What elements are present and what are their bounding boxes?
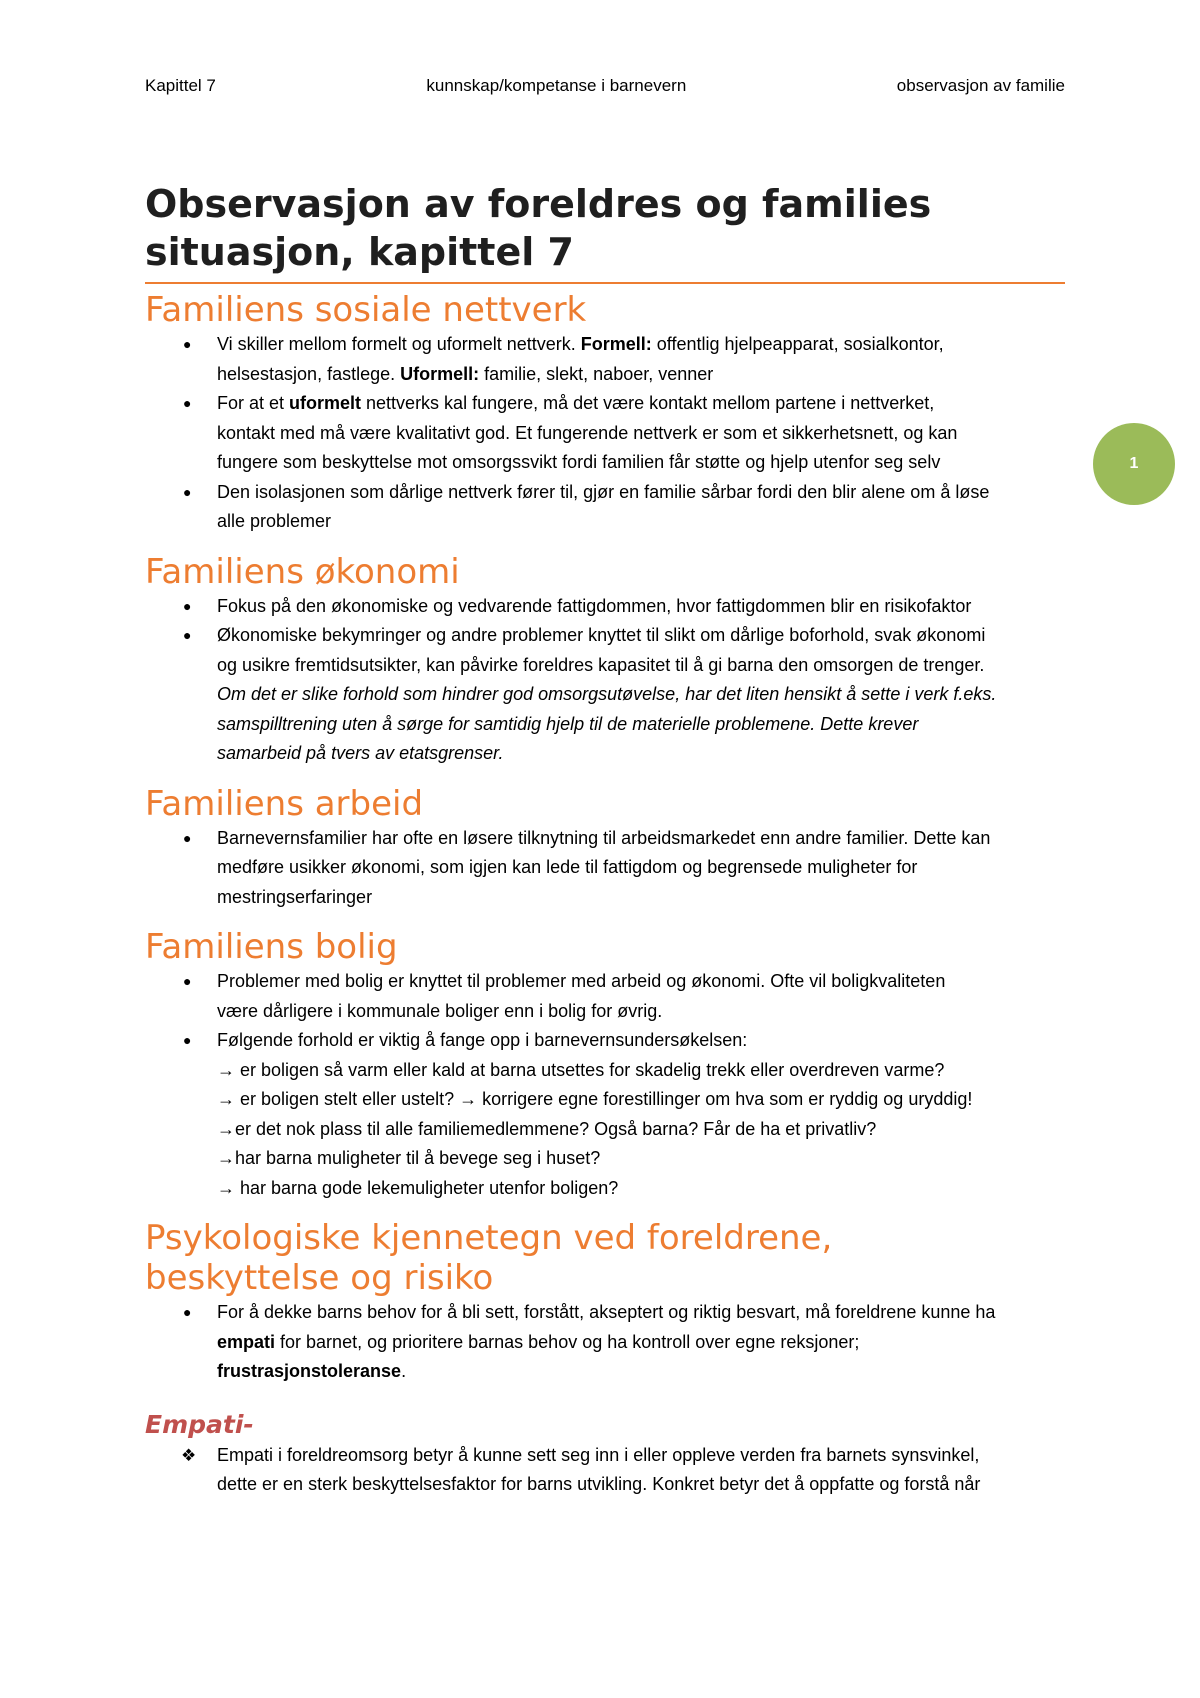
heading-okonomi: Familiens økonomi [145, 551, 460, 592]
diamond-bullet-icon: ❖ [181, 1445, 197, 1465]
list-item: ● Problemer med bolig er knyttet til problemer med arbeid og økonomi. Ofte vil boligkvaliteten være dårligere i kommunale boliger enn i bolig for øvrig. [145, 967, 1065, 1026]
document-body [145, 180, 1065, 1500]
bullet-icon: ● [183, 829, 192, 846]
list-item: ● For å dekke barns behov for å bli sett, forstått, akseptert og riktig besvart, må foreldrene kunne ha empati for barnet, og prioritere barnas behov og ha kontroll over egne reksjoner; frustrasjonstoleranse. [145, 1298, 1065, 1387]
list-empati [145, 1441, 1065, 1500]
heading-bolig: Familiens bolig [145, 927, 398, 967]
bullet-icon: ● [183, 395, 192, 411]
list-item: ● Den isolasjonen som dårlige nettverk fører til, gjør en familie sårbar fordi den blir alene om å løse alle problemer [145, 478, 1065, 537]
list-item: ● For at et uformelt nettverks kal fungere, må det være kontakt mellom partene i nettverket, kontakt med må være kvalitativt god. Et fungerende nettverk er som et sikkerhetsnett, og kan fungere som beskyttelse mot omsorgssvikt fordi familien får støtte og hjelp utenfor seg selv [145, 389, 1065, 478]
list-arbeid [145, 824, 1065, 913]
bullet-icon: ● [183, 1304, 192, 1320]
list-psykologiske [145, 1298, 1065, 1387]
bullet-icon: ● [183, 973, 192, 989]
header-center: kunnskap/kompetanse i barnevern [426, 76, 687, 95]
heading-nettverk: Familiens sosiale nettverk [145, 290, 587, 330]
heading-psykologiske: Psykologiske kjennetegn ved foreldrene, beskyttelse og risiko [145, 1218, 833, 1298]
heading-arbeid: Familiens arbeid [145, 783, 424, 824]
heading-empati: Empati- [145, 1409, 254, 1439]
header-right: observasjon av familie [896, 76, 1065, 95]
document-title: Observasjon av foreldres og families situasjon, kapittel 7 [145, 180, 1065, 284]
page-number-badge: 1 [1093, 423, 1175, 505]
list-item: ● Vi skiller mellom formelt og uformelt nettverk. Formell: offentlig hjelpeapparat, sosialkontor, helsestasjon, fastlege. Uformell: familie, slekt, naboer, venner [145, 330, 1065, 389]
list-item: ❖ Empati i foreldreomsorg betyr å kunne sett seg inn i eller oppleve verden fra barnets synsvinkel, dette er en sterk beskyttelsesfaktor for barns utvikling. Konkret betyr det å oppfatte og forstå når [145, 1441, 1065, 1500]
bullet-icon: ● [183, 1032, 192, 1048]
bullet-icon: ● [183, 627, 192, 643]
header-left: Kapittel 7 [145, 76, 216, 95]
list-item: ● Barnevernsfamilier har ofte en løsere tilknytning til arbeidsmarkedet enn andre familier. Dette kan medføre usikker økonomi, som igjen kan lede til fattigdom og begrensede muligheter for mestringserfaringer [145, 824, 1065, 913]
page-header [145, 76, 1065, 96]
list-bolig [145, 967, 1065, 1203]
list-nettverk [145, 330, 1065, 537]
list-okonomi [145, 592, 1065, 769]
bullet-icon: ● [183, 336, 192, 352]
bullet-icon: ● [183, 597, 192, 614]
list-item: ● Fokus på den økonomiske og vedvarende fattigdommen, hvor fattigdommen blir en risikofaktor [145, 592, 1065, 622]
bullet-icon: ● [183, 483, 192, 500]
list-item: ● Økonomiske bekymringer og andre problemer knyttet til slikt om dårlige boforhold, svak økonomi og usikre fremtidsutsikter, kan påvirke foreldres kapasitet til å gi barna den omsorgen de trenger. Om det er slike forhold som hindrer god omsorgsutøvelse, har det liten hensikt å sette i verk f.eks. samspilltrening uten å sørge for samtidig hjelp til de materielle problemene. Dette krever samarbeid på tvers av etatsgrenser. [145, 621, 1065, 769]
list-item: ● Følgende forhold er viktig å fange opp i barnevernsundersøkelsen: → er boligen så varm eller kald at barna utsettes for skadelig trekk eller overdreven varme? → er boligen stelt eller ustelt? → korrigere egne forestillinger om hva som er ryddig og uryddig! →er det nok plass til alle familiemedlemmene? Også barna? Får de ha et privatliv? →har barna muligheter til å bevege seg i huset? → har barna gode lekemuligheter utenfor boligen? [145, 1026, 1065, 1203]
